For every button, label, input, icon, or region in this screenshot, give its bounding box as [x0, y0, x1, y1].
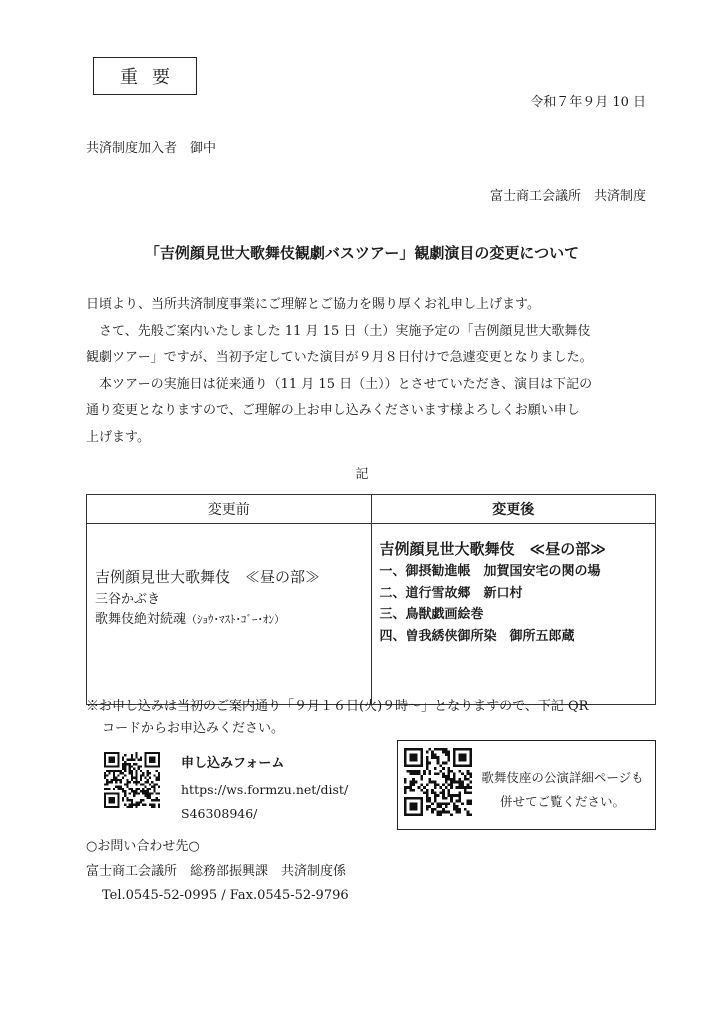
before-cell	[87, 524, 372, 705]
contact-phone: Tel.0545-52-0995 / Fax.0545-52-9796	[102, 888, 349, 903]
before-program-line: 三谷かぶき	[95, 592, 161, 607]
body-line: 通り変更となりますので、ご理解の上お申し込みくださいます様よろしくお願い申し	[86, 403, 580, 418]
before-program-title: 吉例顔見世大歌舞伎 ≪昼の部≫	[95, 568, 321, 586]
kabuki-qr-code-icon[interactable]	[404, 748, 472, 816]
note-line: コードからお申込みください。	[102, 721, 285, 736]
body-text	[86, 292, 646, 451]
program-change-table	[86, 494, 656, 705]
after-program-item: 二、道行雪故郷 新口村	[379, 585, 523, 601]
contact-org: 富士商工会議所 総務部振興課 共済制度係	[86, 863, 347, 879]
recipient: 共済制度加入者 御中	[86, 141, 217, 156]
document-title: 「吉例顔見世大歌舞伎観劇バスツアー」観劇演目の変更について	[144, 244, 580, 262]
after-program-item: 四、曽我綉侠御所染 御所五郎蔵	[379, 628, 575, 644]
sender: 富士商工会議所 共済制度	[489, 189, 646, 204]
after-cell	[371, 524, 656, 705]
after-program-title: 吉例顔見世大歌舞伎 ≪昼の部≫	[379, 540, 606, 558]
before-program-reading: （ｼｮｳ･ﾏｽﾄ･ｺﾞｰ･ｵﾝ）	[186, 613, 286, 626]
body-line: 本ツアーの実施日は従来通り（11 月 15 日（土））とさせていただき、演目は下記の	[86, 376, 593, 392]
after-program-item: 一、御摂勧進帳 加賀国安宅の関の場	[379, 564, 601, 579]
contact-info	[86, 835, 349, 909]
body-line: 上げます。	[86, 429, 150, 445]
body-line: 観劇ツアー」ですが、当初予定していた演目が９月８日付けで急遽変更となりました。	[86, 350, 593, 365]
after-program-item: 三、鳥獣戯画絵巻	[379, 607, 484, 622]
form-url-line: S46308946/	[181, 806, 258, 821]
form-title: 申し込みフォーム	[181, 756, 285, 771]
note-line: ※お申し込みは当初のご案内通り「９月１６日(火)９時～」となりますので、下記 QR	[86, 699, 589, 714]
after-header: 変更後	[371, 495, 656, 524]
important-badge: 重要	[93, 57, 197, 95]
form-qr-code-icon[interactable]	[104, 752, 160, 808]
form-url[interactable]	[181, 778, 348, 826]
form-url-line: https://ws.formzu.net/dist/	[181, 782, 349, 797]
issue-date: 令和７年９月 10 日	[530, 95, 646, 110]
kabuki-info-text: 歌舞伎座の公演詳細ページも 併せてご覧ください。	[481, 770, 644, 809]
application-note	[86, 696, 656, 740]
before-header: 変更前	[87, 495, 372, 524]
body-line: 日頃より、当所共済制度事業にご理解とご協力を賜り厚くお礼申し上げます。	[86, 297, 540, 312]
ki-heading: 記	[355, 467, 369, 482]
before-program-line: 歌舞伎絶対続魂（ｼｮｳ･ﾏｽﾄ･ｺﾞｰ･ｵﾝ）	[95, 612, 286, 627]
body-line: さて、先般ご案内いたしました 11 月 15 日（土）実施予定の「吉例顔見世大歌舞伎	[86, 323, 591, 339]
contact-heading: ○お問い合わせ先○	[86, 839, 200, 854]
